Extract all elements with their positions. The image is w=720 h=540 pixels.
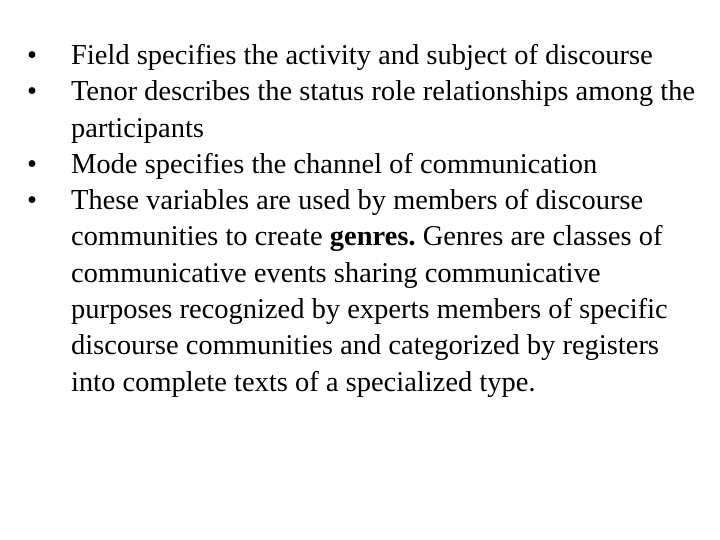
bullet-icon: • — [27, 148, 37, 180]
bullet-icon: • — [27, 185, 37, 217]
bullet-item-tenor — [24, 74, 704, 147]
bullet-icon: • — [27, 40, 37, 71]
bullet-list — [24, 38, 704, 401]
bullet-item-genres — [24, 183, 704, 401]
bullet-text: Field specifies the activity and subject of discourse — [71, 40, 653, 71]
genres-term: genres. — [329, 221, 416, 253]
bullet-text-before: These variables are used by members of discourse communities to create — [71, 185, 644, 253]
bullet-item-field — [24, 38, 704, 74]
bullet-text: Tenor describes the status role relationships among the participants — [71, 76, 696, 144]
bullet-text-after: Genres are classes of communicative events sharing communicative purposes recognized by experts members of specific discourse communities and categorized by registers into complete texts of a specialized type. — [71, 221, 668, 398]
bullet-item-mode — [24, 147, 704, 183]
bullet-text: Mode specifies the channel of communication — [71, 148, 598, 180]
bullet-icon: • — [27, 76, 37, 108]
